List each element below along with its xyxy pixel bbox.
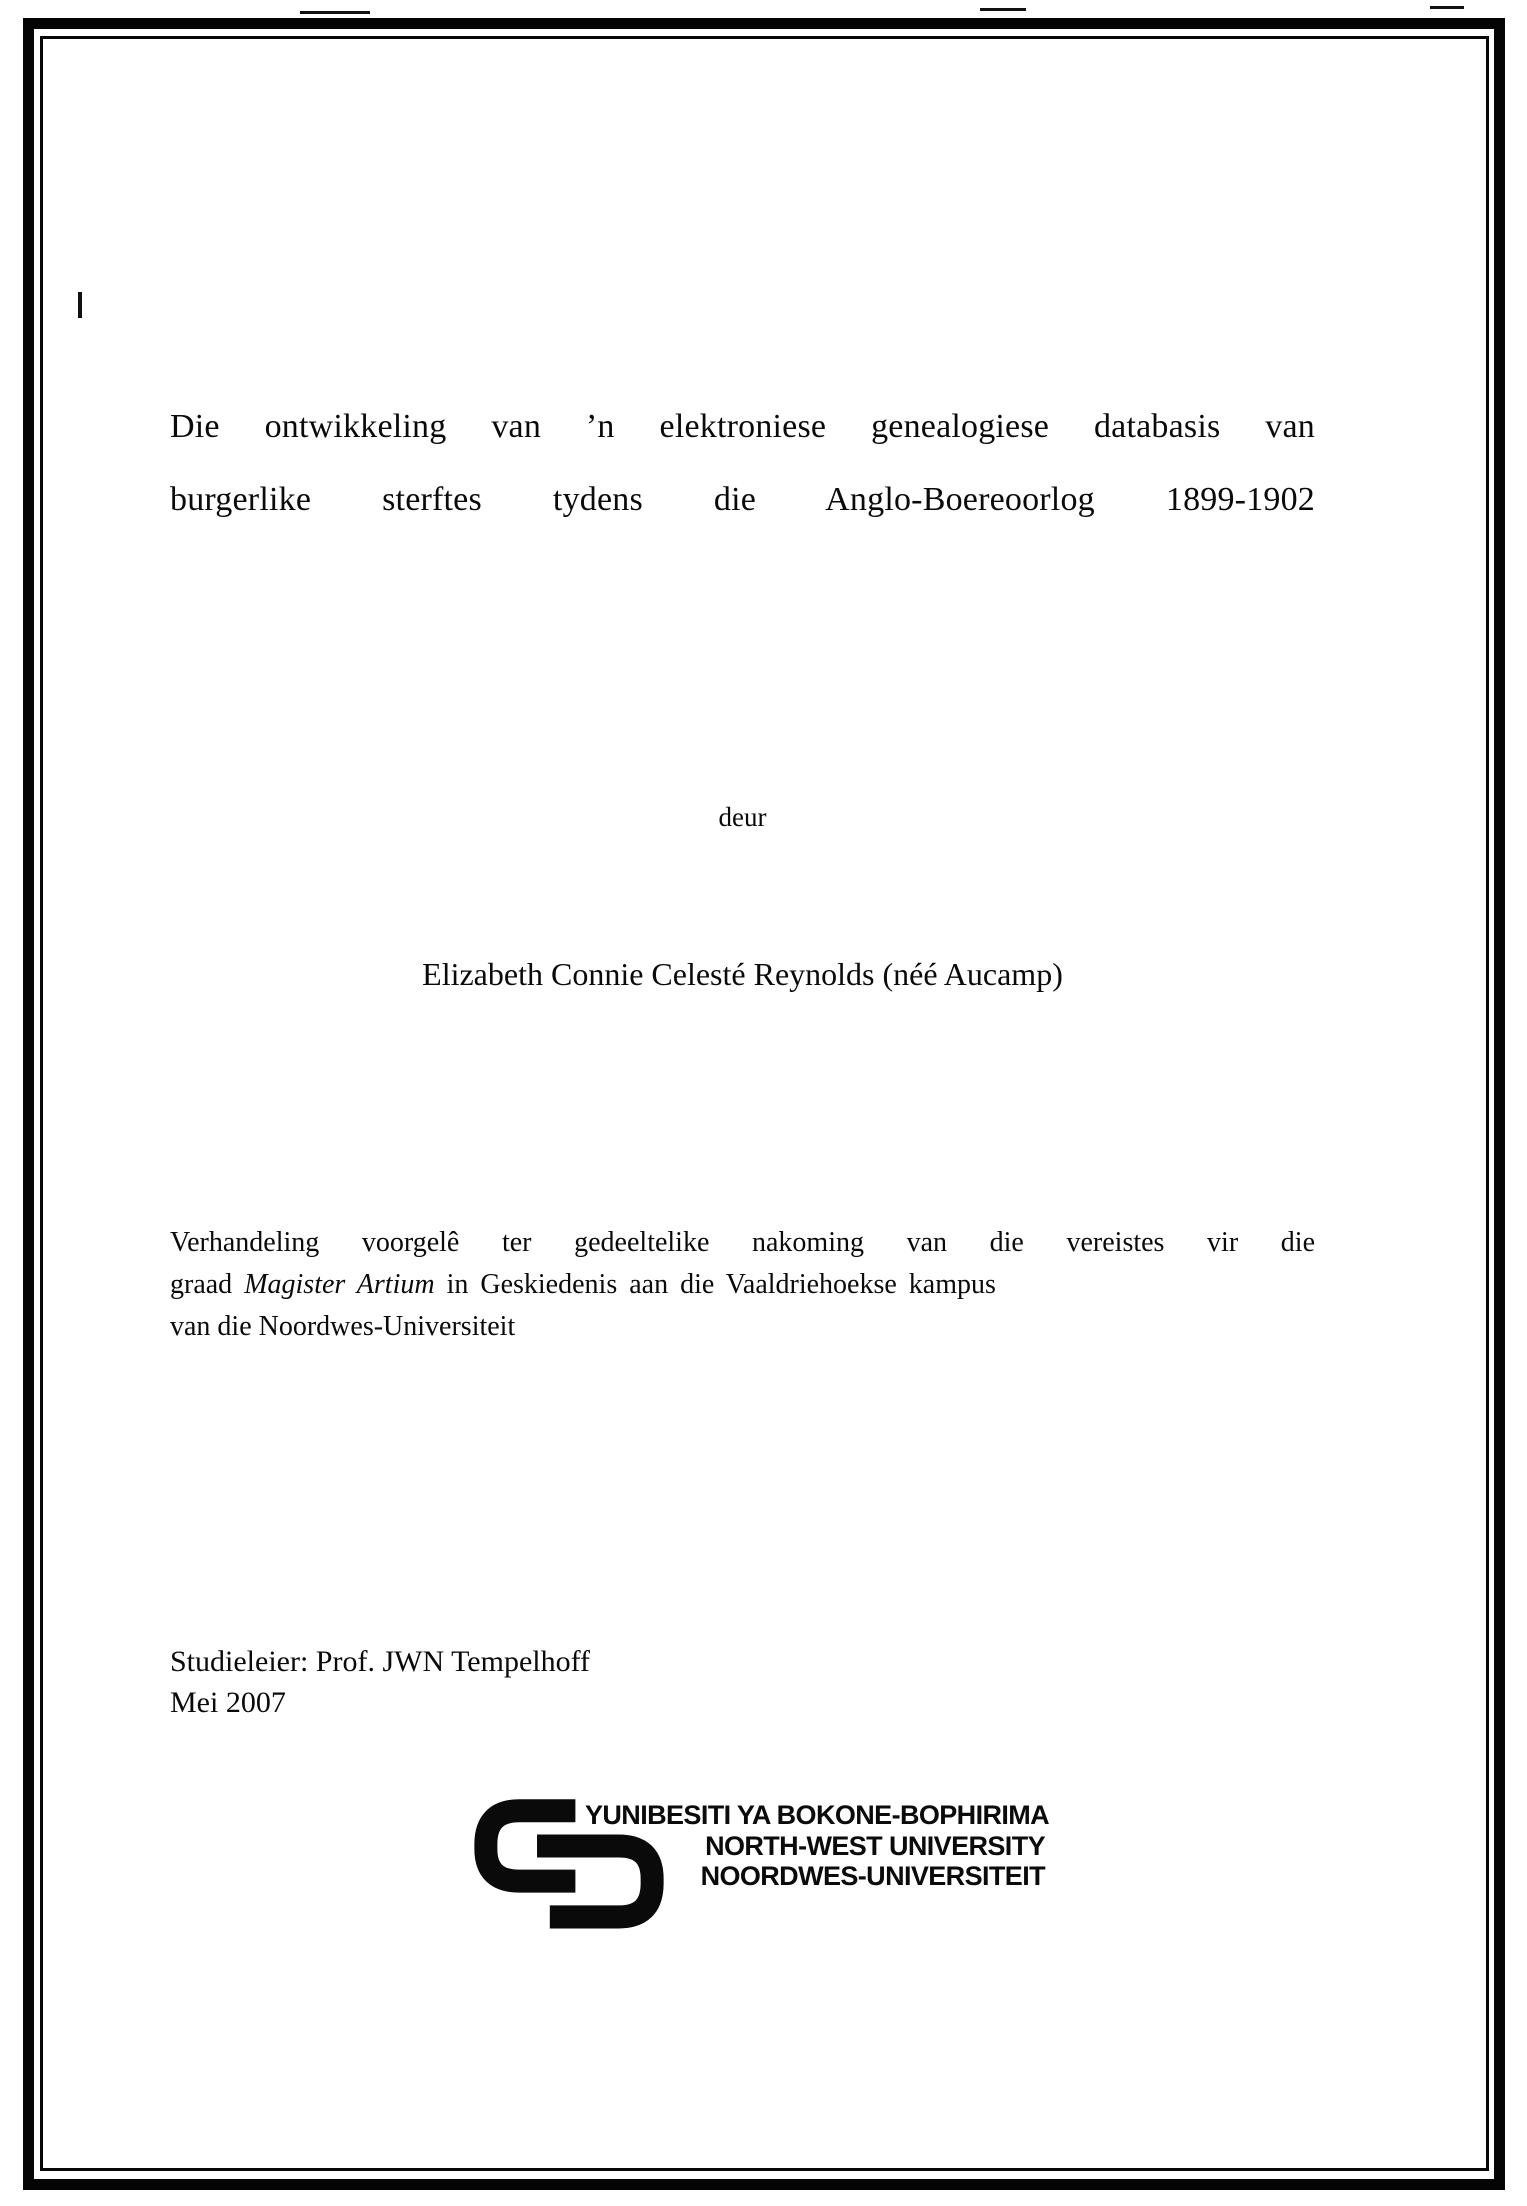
degree-statement-line-2-suffix: in Geskiedenis aan die Vaaldriehoekse kampus [434, 1269, 996, 1300]
degree-statement [170, 1222, 1315, 1348]
degree-statement-line-2-prefix: graad [170, 1269, 245, 1300]
scan-artifact [1430, 6, 1464, 9]
degree-statement-line-3: van die Noordwes-Universiteit [170, 1311, 516, 1342]
thesis-title-line-1: Die ontwikkeling van ’n elektroniese genealogiese databasis van [170, 408, 1315, 445]
scan-artifact [300, 11, 370, 14]
thesis-title [170, 390, 1315, 536]
university-logo [473, 1795, 1048, 1935]
date-line: Mei 2007 [170, 1686, 286, 1719]
university-logo-text [585, 1800, 1050, 1892]
degree-name-italic: Magister Artium [244, 1269, 435, 1300]
degree-statement-line-1: Verhandeling voorgelê ter gedeeltelike nakoming van die vereistes vir die [170, 1227, 1315, 1258]
supervisor-line: Studieleier: Prof. JWN Tempelhoff [170, 1645, 591, 1678]
supervisor-block [170, 1641, 1315, 1723]
logo-text-afrikaans: NOORDWES-UNIVERSITEIT [700, 1861, 1045, 1891]
logo-text-setswana: YUNIBESITI YA BOKONE-BOPHIRIMA [585, 1800, 1050, 1830]
scan-artifact [78, 292, 82, 318]
author-name: Elizabeth Connie Celesté Reynolds (néé Aucamp) [422, 956, 1063, 992]
byline-preposition: deur [718, 802, 767, 832]
logo-text-english: NORTH-WEST UNIVERSITY [705, 1830, 1045, 1861]
thesis-title-line-2: burgerlike sterftes tydens die Anglo-Boereoorlog 1899-1902 [170, 481, 1315, 518]
scan-artifact [980, 8, 1026, 11]
degree-statement-line-2 [170, 1264, 1315, 1306]
